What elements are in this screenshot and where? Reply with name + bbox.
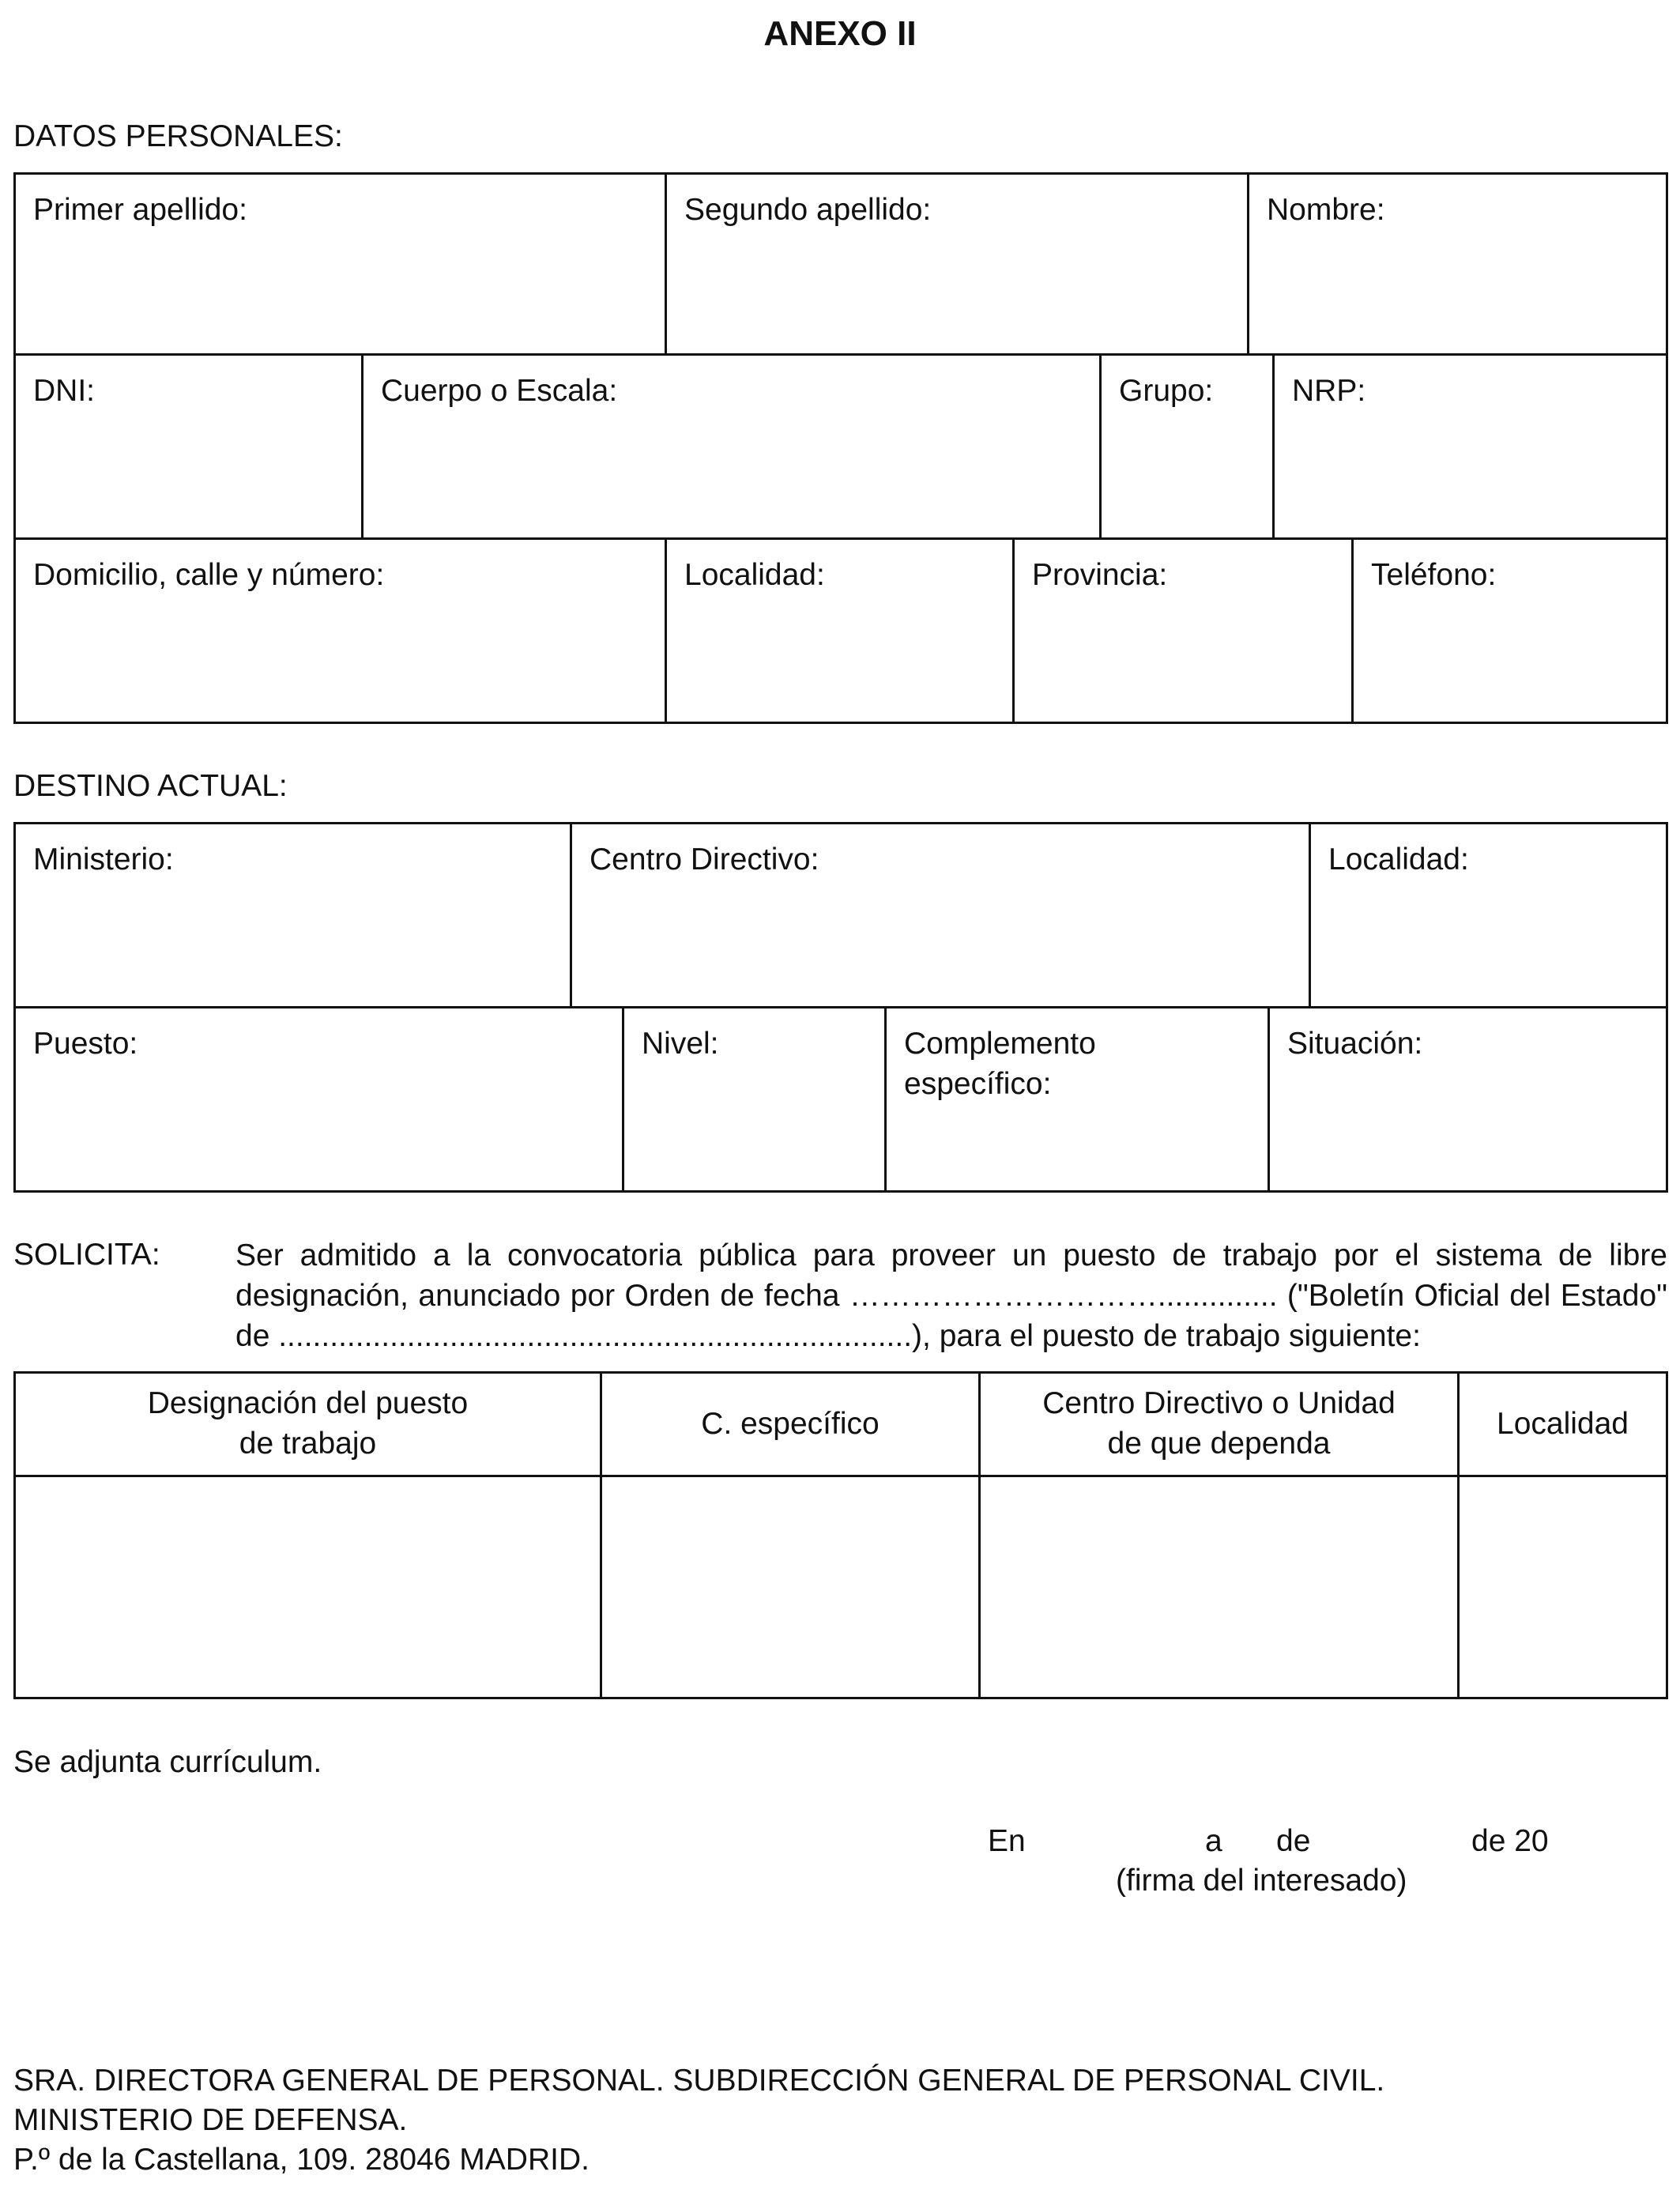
cell-localidad[interactable] bbox=[1457, 1475, 1668, 1699]
field-label: Domicilio, calle y número: bbox=[33, 558, 385, 592]
field-cuerpo-escala[interactable] bbox=[361, 353, 1102, 540]
personal-row-2 bbox=[13, 353, 1668, 540]
field-label: Complemento específico: bbox=[904, 1027, 1096, 1101]
field-label: NRP: bbox=[1292, 374, 1366, 408]
col-header-centro-directivo: Centro Directivo o Unidad de que dependa bbox=[978, 1371, 1460, 1477]
destino-row-2 bbox=[13, 1006, 1668, 1193]
field-nombre[interactable] bbox=[1247, 172, 1668, 356]
field-grupo[interactable] bbox=[1099, 353, 1275, 540]
field-domicilio[interactable] bbox=[13, 537, 667, 724]
field-label: Segundo apellido: bbox=[684, 193, 932, 227]
field-label: Situación: bbox=[1287, 1027, 1423, 1061]
field-label: Ministerio: bbox=[33, 843, 174, 876]
field-localidad[interactable] bbox=[665, 537, 1015, 724]
field-segundo-apellido[interactable] bbox=[665, 172, 1249, 356]
field-label: Localidad: bbox=[684, 558, 825, 592]
address-line-1: SRA. DIRECTORA GENERAL DE PERSONAL. SUBDIRECCIÓN GENERAL DE PERSONAL CIVIL. bbox=[13, 2064, 1385, 2098]
field-label: Provincia: bbox=[1032, 558, 1168, 592]
cell-designacion[interactable] bbox=[13, 1475, 602, 1699]
solicita-text: Ser admitido a la convocatoria pública para proveer un puesto de trabajo por el sistema de libre designación, anunciado por Orden de fecha ………………………….............. ("Boletín Oficial del Estado" de ..........................................................................), para el puesto de trabajo siguiente: bbox=[235, 1238, 1667, 1353]
field-ministerio[interactable] bbox=[13, 822, 572, 1008]
field-centro-directivo[interactable] bbox=[570, 822, 1311, 1008]
personal-row-3 bbox=[13, 537, 1668, 724]
curriculum-note: Se adjunta currículum. bbox=[13, 1745, 322, 1779]
field-label: Cuerpo o Escala: bbox=[381, 374, 618, 408]
field-dni[interactable] bbox=[13, 353, 363, 540]
field-localidad-destino[interactable] bbox=[1309, 822, 1668, 1008]
field-situacion[interactable] bbox=[1268, 1006, 1668, 1193]
field-complemento-especifico[interactable] bbox=[884, 1006, 1270, 1193]
field-label: Grupo: bbox=[1119, 374, 1214, 408]
destino-row-1 bbox=[13, 822, 1668, 1008]
signature-caption: (firma del interesado) bbox=[1116, 1864, 1407, 1898]
field-primer-apellido[interactable] bbox=[13, 172, 667, 356]
field-label: DNI: bbox=[33, 374, 95, 408]
field-telefono[interactable] bbox=[1351, 537, 1668, 724]
field-label: Centro Directivo: bbox=[590, 843, 819, 876]
place-de: de bbox=[1276, 1824, 1311, 1858]
col-header-c-especifico: C. específico bbox=[600, 1371, 981, 1477]
puesto-table-row bbox=[13, 1475, 1668, 1699]
address-line-2: MINISTERIO DE DEFENSA. bbox=[13, 2103, 408, 2137]
personal-row-1 bbox=[13, 172, 1668, 356]
place-en: En bbox=[988, 1824, 1026, 1858]
solicita-label: SOLICITA: bbox=[13, 1238, 160, 1272]
field-label: Puesto: bbox=[33, 1027, 138, 1061]
puesto-table-header bbox=[13, 1371, 1668, 1477]
field-label: Nivel: bbox=[642, 1027, 719, 1061]
field-label: Teléfono: bbox=[1371, 558, 1497, 592]
field-label: Localidad: bbox=[1328, 843, 1469, 876]
section-label-destino-actual: DESTINO ACTUAL: bbox=[13, 769, 288, 803]
section-label-datos-personales: DATOS PERSONALES: bbox=[13, 119, 343, 153]
col-header-designacion: Designación del puesto de trabajo bbox=[13, 1371, 602, 1477]
page-title: ANEXO II bbox=[763, 14, 917, 53]
field-nivel[interactable] bbox=[622, 1006, 887, 1193]
field-nrp[interactable] bbox=[1272, 353, 1668, 540]
field-label: Primer apellido: bbox=[33, 193, 247, 227]
address-line-3: P.º de la Castellana, 109. 28046 MADRID. bbox=[13, 2143, 590, 2177]
cell-c-especifico[interactable] bbox=[600, 1475, 981, 1699]
col-header-localidad: Localidad bbox=[1457, 1371, 1668, 1477]
cell-centro-directivo[interactable] bbox=[978, 1475, 1460, 1699]
field-provincia[interactable] bbox=[1012, 537, 1354, 724]
place-a: a bbox=[1205, 1824, 1222, 1858]
place-de20: de 20 bbox=[1471, 1824, 1549, 1858]
field-label: Nombre: bbox=[1267, 193, 1385, 227]
field-puesto[interactable] bbox=[13, 1006, 624, 1193]
